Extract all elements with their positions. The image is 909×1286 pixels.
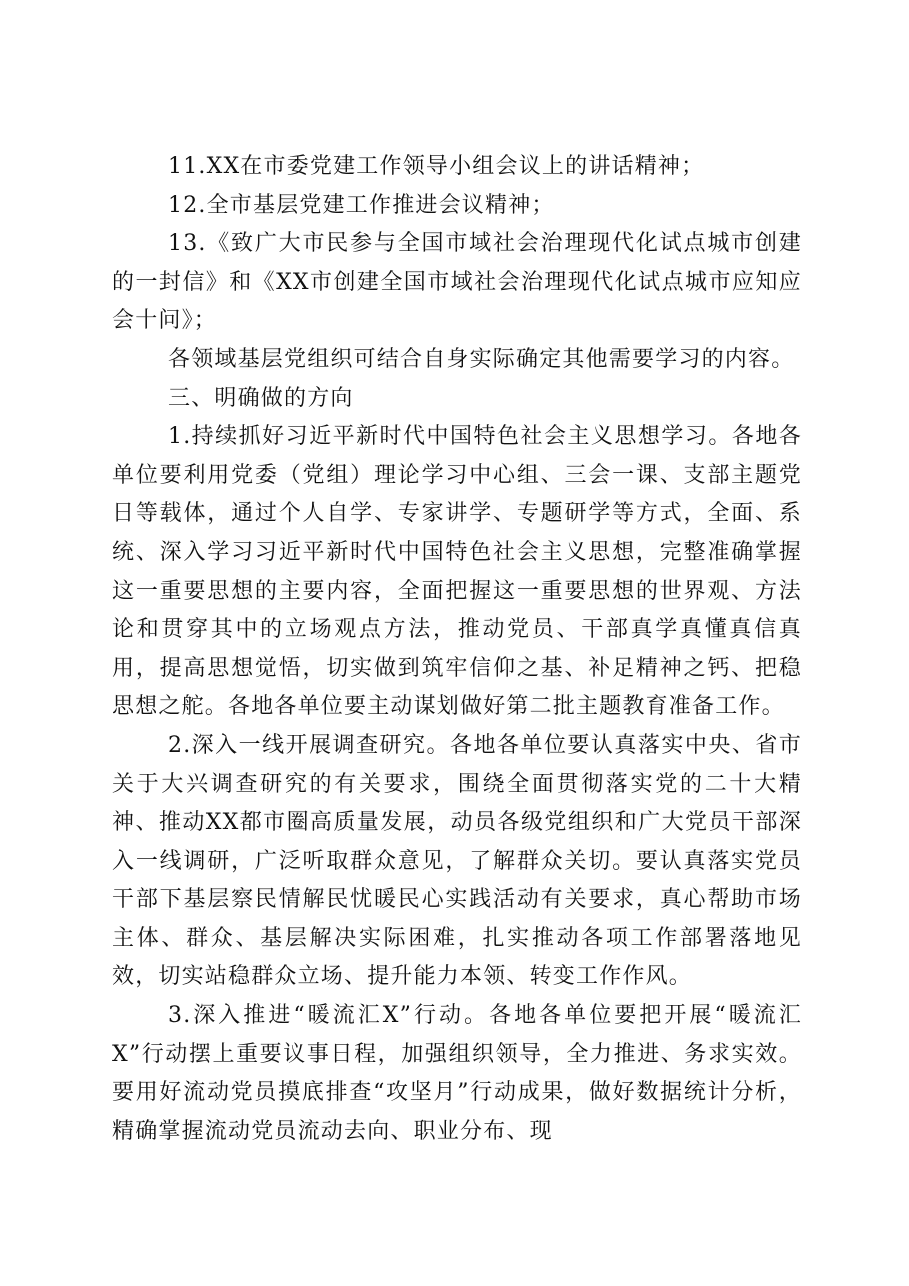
document-body bbox=[112, 148, 802, 1151]
paragraph-direction-2: 2.深入一线开展调查研究。各地各单位要认真落实中央、省市关于大兴调查研究的有关要求，围绕全面贯彻落实党的二十大精神、推动XX都市圈高质量发展，动员各级党组织和广大党员干部深入一线调研，广泛听取群众意见，了解群众关切。要认真落实党员干部下基层察民情解民忧暖民心实践活动有关要求，真心帮助市场主体、群众、基层解决实际困难，扎实推动各项工作部署落地见效，切实站稳群众立场、提升能力本领、转变工作作风。 bbox=[112, 732, 802, 990]
section-heading: 三、明确做的方向 bbox=[168, 385, 354, 411]
paragraph-item-13: 13.《致广大市民参与全国市域社会治理现代化试点城市创建的一封信》和《XX市创建全国市域社会治理现代化试点城市应知应会十问》； bbox=[112, 231, 802, 334]
paragraph-item-11: 11.XX在市委党建工作领导小组会议上的讲话精神； bbox=[168, 154, 705, 179]
paragraph-direction-1: 1.持续抓好习近平新时代中国特色社会主义思想学习。各地各单位要利用党委（党组）理论学习中心组、三会一课、支部主题党日等载体，通过个人自学、专家讲学、专题研学等方式，全面、系统、深入学习习近平新时代中国特色社会主义思想，完整准确掌握这一重要思想的主要内容，全面把握这一重要思想的世界观、方法论和贯穿其中的立场观点方法，推动党员、干部真学真懂真信真用，提高思想觉悟，切实做到筑牢信仰之基、补足精神之钙、把稳思想之舵。各地各单位要主动谋划做好第二批主题教育准备工作。 bbox=[112, 424, 802, 720]
paragraph-direction-3: 3.深入推进“暖流汇X”行动。各地各单位要把开展“暖流汇X”行动摆上重要议事日程，加强组织领导，全力推进、务求实效。要用好流动党员摸底排查“攻坚月”行动成果，做好数据统计分析，精确掌握流动党员流动去向、职业分布、现 bbox=[112, 1003, 802, 1144]
paragraph-other-content: 各领域基层党组织可结合自身实际确定其他需要学习的内容。 bbox=[168, 346, 795, 372]
paragraph-item-12: 12.全市基层党建工作推进会议精神； bbox=[168, 192, 555, 218]
